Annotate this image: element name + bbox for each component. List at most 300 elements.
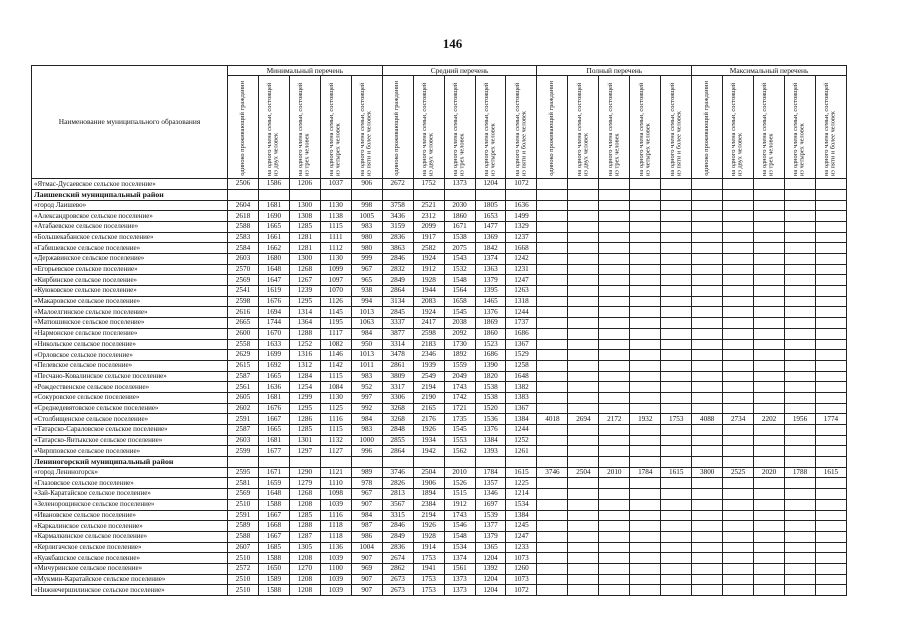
value-cell: 984: [351, 414, 382, 425]
value-cell: 1924: [413, 254, 444, 265]
group-header: Полный перечень: [537, 66, 692, 76]
value-cell: 1316: [289, 350, 320, 361]
value-cell: [815, 425, 846, 436]
value-cell: [785, 328, 816, 339]
value-cell: [692, 531, 723, 542]
municipality-name: «Среднедевятовское сельское поселение»: [32, 403, 228, 414]
value-cell: [630, 360, 661, 371]
value-cell: [815, 360, 846, 371]
value-cell: 3758: [382, 200, 413, 211]
value-cell: [630, 179, 661, 190]
value-cell: [754, 179, 785, 190]
value-cell: 3317: [382, 382, 413, 393]
municipality-name: «Мукмин-Каратайское сельское поселение»: [32, 574, 228, 585]
value-cell: 1520: [475, 403, 506, 414]
value-cell: 2832: [382, 264, 413, 275]
value-cell: 1288: [289, 328, 320, 339]
value-cell: [692, 328, 723, 339]
value-cell: [754, 254, 785, 265]
value-cell: 1842: [475, 243, 506, 254]
value-cell: [661, 221, 692, 232]
value-cell: 2584: [228, 243, 259, 254]
value-cell: 2603: [228, 254, 259, 265]
value-cell: 1084: [320, 382, 351, 393]
value-cell: 2506: [228, 179, 259, 190]
value-cell: [568, 264, 599, 275]
value-cell: 1252: [289, 339, 320, 350]
table-body: [32, 179, 847, 596]
value-cell: 1204: [475, 574, 506, 585]
value-cell: [568, 371, 599, 382]
value-cell: 1115: [320, 425, 351, 436]
value-cell: [754, 542, 785, 553]
value-cell: [537, 435, 568, 446]
value-cell: [568, 510, 599, 521]
value-cell: 1917: [413, 232, 444, 243]
value-cell: 3746: [537, 467, 568, 478]
value-cell: [815, 403, 846, 414]
value-cell: 2083: [413, 296, 444, 307]
value-cell: 1721: [444, 403, 475, 414]
value-cell: [692, 296, 723, 307]
value-cell: 2734: [723, 414, 754, 425]
value-cell: 2075: [444, 243, 475, 254]
value-cell: [815, 392, 846, 403]
municipality-name: «Матюшинское сельское поселение»: [32, 318, 228, 329]
municipality-name: «Большекабанское сельское поселение»: [32, 232, 228, 243]
municipality-name: «Столбищенское сельское поселение»: [32, 414, 228, 425]
value-cell: [692, 179, 723, 190]
value-cell: 2183: [413, 339, 444, 350]
value-cell: [537, 531, 568, 542]
value-cell: [661, 403, 692, 414]
value-cell: 2598: [413, 328, 444, 339]
municipality-name: «Каркалинское сельское поселение»: [32, 521, 228, 532]
value-cell: 2525: [723, 467, 754, 478]
value-cell: 1939: [413, 360, 444, 371]
table-row: [32, 221, 847, 232]
value-cell: 2836: [382, 232, 413, 243]
subcolumn-header-label: на одного члена семьи, состоящей из четырех человек: [637, 82, 652, 176]
value-cell: [537, 243, 568, 254]
value-cell: [630, 574, 661, 585]
value-cell: 2504: [568, 467, 599, 478]
value-cell: 1346: [475, 489, 506, 500]
value-cell: 2010: [599, 467, 630, 478]
municipality-name: «Куюковское сельское поселение»: [32, 286, 228, 297]
subcolumn-header: [692, 76, 723, 179]
value-cell: [630, 328, 661, 339]
value-cell: [785, 350, 816, 361]
value-cell: 2849: [382, 531, 413, 542]
value-cell: [475, 457, 506, 468]
value-cell: 1070: [320, 286, 351, 297]
subsistence-table: [31, 65, 847, 596]
value-cell: [692, 232, 723, 243]
value-cell: [723, 286, 754, 297]
value-cell: 1136: [320, 542, 351, 553]
value-cell: 1636: [258, 382, 289, 393]
subcolumn-header: [382, 76, 413, 179]
value-cell: 1753: [413, 553, 444, 564]
value-cell: [568, 392, 599, 403]
value-cell: 2587: [228, 371, 259, 382]
value-cell: [692, 382, 723, 393]
value-cell: [815, 318, 846, 329]
value-cell: [599, 553, 630, 564]
table-row: [32, 499, 847, 510]
value-cell: 2588: [228, 221, 259, 232]
value-cell: 2849: [382, 275, 413, 286]
table-row: [32, 425, 847, 436]
value-cell: 1926: [413, 521, 444, 532]
value-cell: 1477: [475, 221, 506, 232]
municipality-name: «Нижнечершилинское сельское поселение»: [32, 585, 228, 596]
value-cell: 1647: [258, 275, 289, 286]
value-cell: [754, 392, 785, 403]
value-cell: 1546: [444, 521, 475, 532]
value-cell: [599, 478, 630, 489]
value-cell: 1662: [258, 243, 289, 254]
value-cell: [599, 350, 630, 361]
value-cell: [568, 563, 599, 574]
value-cell: [630, 350, 661, 361]
value-cell: [692, 307, 723, 318]
table-row: [32, 318, 847, 329]
value-cell: [661, 510, 692, 521]
value-cell: 1532: [444, 264, 475, 275]
value-cell: [692, 275, 723, 286]
value-cell: [815, 435, 846, 446]
value-cell: 3800: [692, 467, 723, 478]
value-cell: 2030: [444, 200, 475, 211]
value-cell: 1365: [475, 542, 506, 553]
value-cell: 1286: [289, 414, 320, 425]
value-cell: 1615: [506, 467, 537, 478]
value-cell: 1138: [320, 211, 351, 222]
table-row: [32, 232, 847, 243]
value-cell: 1677: [258, 446, 289, 457]
value-cell: 1208: [289, 553, 320, 564]
value-cell: 1588: [258, 553, 289, 564]
value-cell: 2202: [754, 414, 785, 425]
value-cell: [661, 286, 692, 297]
value-cell: 1588: [258, 585, 289, 596]
value-cell: [723, 392, 754, 403]
value-cell: [785, 457, 816, 468]
value-cell: 1072: [506, 585, 537, 596]
value-cell: [692, 574, 723, 585]
value-cell: [599, 339, 630, 350]
value-cell: 967: [351, 264, 382, 275]
section-row: [32, 457, 847, 468]
value-cell: [661, 457, 692, 468]
value-cell: 1208: [289, 585, 320, 596]
value-cell: 2190: [413, 392, 444, 403]
value-cell: 1665: [258, 221, 289, 232]
value-cell: [723, 296, 754, 307]
subcolumn-header: [351, 76, 382, 179]
value-cell: 2092: [444, 328, 475, 339]
value-cell: 1247: [506, 531, 537, 542]
subcolumn-header-label: на одного члена семьи, состоящей из трех человек: [606, 82, 621, 176]
value-cell: 1072: [506, 179, 537, 190]
value-cell: [692, 499, 723, 510]
value-cell: [692, 254, 723, 265]
value-cell: 1208: [289, 499, 320, 510]
value-cell: [661, 531, 692, 542]
value-cell: 1082: [320, 339, 351, 350]
value-cell: [599, 457, 630, 468]
value-cell: 2826: [382, 478, 413, 489]
value-cell: 907: [351, 499, 382, 510]
value-cell: [723, 243, 754, 254]
value-cell: [785, 499, 816, 510]
value-cell: [599, 542, 630, 553]
value-cell: [568, 189, 599, 200]
value-cell: [723, 531, 754, 542]
table-row: [32, 574, 847, 585]
value-cell: 1214: [506, 489, 537, 500]
value-cell: [537, 478, 568, 489]
value-cell: 2561: [228, 382, 259, 393]
value-cell: [444, 189, 475, 200]
value-cell: [630, 200, 661, 211]
value-cell: 2665: [228, 318, 259, 329]
value-cell: [599, 510, 630, 521]
value-cell: [785, 553, 816, 564]
value-cell: 1073: [506, 574, 537, 585]
value-cell: 2549: [413, 371, 444, 382]
value-cell: 2836: [382, 542, 413, 553]
value-cell: [785, 574, 816, 585]
value-cell: 2572: [228, 563, 259, 574]
value-cell: 1648: [258, 264, 289, 275]
value-cell: 1912: [413, 264, 444, 275]
value-cell: 2384: [413, 499, 444, 510]
value-cell: [599, 211, 630, 222]
value-cell: 4088: [692, 414, 723, 425]
value-cell: 2602: [228, 403, 259, 414]
value-cell: [661, 360, 692, 371]
value-cell: 1536: [475, 414, 506, 425]
value-cell: [815, 478, 846, 489]
value-cell: [661, 307, 692, 318]
value-cell: 1118: [320, 521, 351, 532]
value-cell: [537, 296, 568, 307]
value-cell: 1132: [320, 435, 351, 446]
value-cell: 1784: [475, 467, 506, 478]
subcolumn-header: [785, 76, 816, 179]
value-cell: [630, 264, 661, 275]
value-cell: [723, 307, 754, 318]
value-cell: 1285: [289, 510, 320, 521]
table-row: [32, 211, 847, 222]
value-cell: 1110: [320, 478, 351, 489]
value-cell: 980: [351, 232, 382, 243]
value-cell: 2673: [382, 585, 413, 596]
value-cell: 1526: [444, 478, 475, 489]
value-cell: 1004: [351, 542, 382, 553]
value-cell: [661, 489, 692, 500]
subcolumn-header: [413, 76, 444, 179]
subcolumn-header-label: на одного члена семьи, состоящей из двух человек: [575, 82, 590, 176]
value-cell: [568, 339, 599, 350]
value-cell: [630, 542, 661, 553]
subcolumn-header: [320, 76, 351, 179]
value-cell: 1543: [444, 254, 475, 265]
value-cell: [815, 254, 846, 265]
value-cell: 2864: [382, 446, 413, 457]
value-cell: 1744: [258, 318, 289, 329]
value-cell: 1860: [444, 211, 475, 222]
value-cell: 1267: [289, 275, 320, 286]
page-number: 146: [442, 36, 463, 51]
value-cell: 1926: [413, 425, 444, 436]
value-cell: 2855: [382, 435, 413, 446]
value-cell: [754, 318, 785, 329]
value-cell: 1928: [413, 531, 444, 542]
value-cell: [537, 254, 568, 265]
value-cell: [568, 489, 599, 500]
value-cell: [630, 521, 661, 532]
value-cell: 3877: [382, 328, 413, 339]
value-cell: [568, 254, 599, 265]
value-cell: 1956: [785, 414, 816, 425]
value-cell: 2582: [413, 243, 444, 254]
value-cell: [692, 221, 723, 232]
value-cell: 1314: [289, 307, 320, 318]
table-row: [32, 254, 847, 265]
value-cell: [630, 457, 661, 468]
value-cell: [661, 392, 692, 403]
value-cell: 2176: [413, 414, 444, 425]
value-cell: [754, 243, 785, 254]
value-cell: [692, 489, 723, 500]
table-row: [32, 296, 847, 307]
value-cell: 1145: [320, 307, 351, 318]
value-cell: [754, 296, 785, 307]
subcolumn-header: [537, 76, 568, 179]
value-cell: [599, 360, 630, 371]
value-cell: [785, 254, 816, 265]
municipality-name: «Атабаевское сельское поселение»: [32, 221, 228, 232]
value-cell: 2583: [228, 232, 259, 243]
value-cell: 1254: [289, 382, 320, 393]
value-cell: 1312: [289, 360, 320, 371]
municipality-name: «Рождественское сельское поселение»: [32, 382, 228, 393]
value-cell: [754, 211, 785, 222]
value-cell: [723, 553, 754, 564]
value-cell: [537, 425, 568, 436]
value-cell: [630, 275, 661, 286]
value-cell: 2605: [228, 392, 259, 403]
value-cell: 1099: [320, 264, 351, 275]
value-cell: 1295: [289, 403, 320, 414]
value-cell: [815, 521, 846, 532]
group-header: Максимальный перечень: [692, 66, 847, 76]
municipality-name: «Орловское сельское поселение»: [32, 350, 228, 361]
value-cell: [568, 403, 599, 414]
value-cell: [723, 221, 754, 232]
value-cell: 1774: [815, 414, 846, 425]
municipality-name: «Пелевское сельское поселение»: [32, 360, 228, 371]
value-cell: [351, 189, 382, 200]
value-cell: [815, 585, 846, 596]
value-cell: [692, 553, 723, 564]
value-cell: 1285: [289, 425, 320, 436]
value-cell: 1534: [506, 499, 537, 510]
value-cell: 983: [351, 425, 382, 436]
subcolumn-header-label: на одного члена семьи, состоящей из пяти и более человек: [359, 82, 373, 176]
value-cell: [568, 179, 599, 190]
value-cell: 1383: [506, 392, 537, 403]
value-cell: [599, 232, 630, 243]
value-cell: [599, 243, 630, 254]
value-cell: 1860: [475, 328, 506, 339]
value-cell: [320, 457, 351, 468]
table-row: [32, 467, 847, 478]
value-cell: [815, 307, 846, 318]
value-cell: [537, 307, 568, 318]
value-cell: 1912: [444, 499, 475, 510]
value-cell: [661, 318, 692, 329]
table-row: [32, 243, 847, 254]
value-cell: 2674: [382, 553, 413, 564]
value-cell: 1681: [258, 200, 289, 211]
value-cell: [692, 318, 723, 329]
value-cell: [661, 200, 692, 211]
value-cell: 1125: [320, 403, 351, 414]
value-cell: 2510: [228, 585, 259, 596]
value-cell: 1013: [351, 307, 382, 318]
value-cell: [537, 510, 568, 521]
value-cell: 2521: [413, 200, 444, 211]
value-cell: 1665: [258, 371, 289, 382]
value-cell: [661, 211, 692, 222]
table-row: [32, 478, 847, 489]
subcolumn-header-label: одиноко проживающий гражданин: [393, 81, 401, 176]
table-row: [32, 585, 847, 596]
value-cell: 1668: [258, 521, 289, 532]
value-cell: 1206: [289, 179, 320, 190]
value-cell: 992: [351, 403, 382, 414]
value-cell: 1301: [289, 435, 320, 446]
value-cell: 2591: [228, 510, 259, 521]
value-cell: [661, 382, 692, 393]
value-cell: 1000: [351, 435, 382, 446]
subcolumn-header: [228, 76, 259, 179]
table-row: [32, 510, 847, 521]
value-cell: [661, 478, 692, 489]
value-cell: [785, 189, 816, 200]
value-cell: 986: [351, 531, 382, 542]
value-cell: 1126: [320, 296, 351, 307]
value-cell: 1665: [258, 425, 289, 436]
value-cell: [599, 286, 630, 297]
value-cell: 1288: [289, 521, 320, 532]
value-cell: [723, 521, 754, 532]
value-cell: [630, 296, 661, 307]
value-cell: 906: [351, 179, 382, 190]
value-cell: [537, 286, 568, 297]
value-cell: 2603: [228, 435, 259, 446]
value-cell: [785, 221, 816, 232]
value-cell: [754, 478, 785, 489]
value-cell: [568, 425, 599, 436]
value-cell: [630, 382, 661, 393]
value-cell: [228, 457, 259, 468]
